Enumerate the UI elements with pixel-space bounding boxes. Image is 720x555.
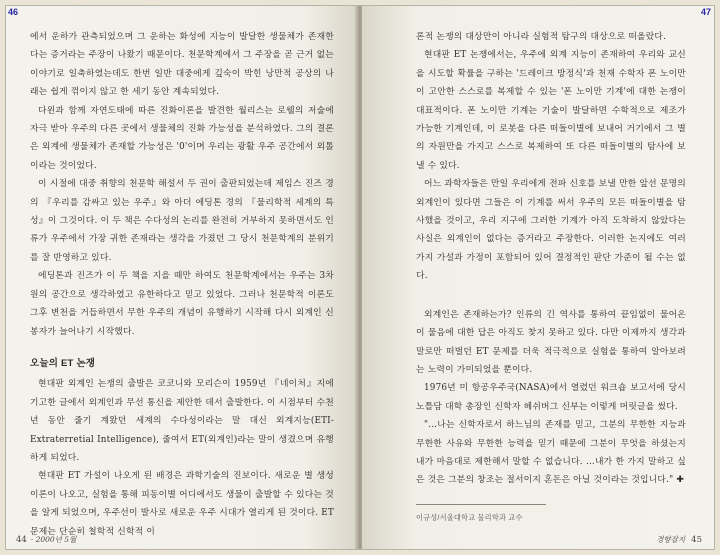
right-paragraph: 1976년 미 항공우주국(NASA)에서 열렸던 워크숍 보고서에 당시 노틀담 대학 총장인 신학자 헤쉬버그 신부는 이렇게 머릿글을 썼다. bbox=[416, 383, 686, 412]
book-spread bbox=[6, 6, 714, 549]
right-paragraph: 어느 과학자들은 만일 우리에게 전파 신호를 보낼 만한 앞선 문명의 외계인이 있다면 그들은 이 기계를 써서 우주의 모든 떠돌이별을 탐사했을 것이고, 우리 지구에 그러한 기계가 아직 도착하지 않았다는 사실은 외계인이 없다는 증거라고 주장한다. 이러한 논지에도 여러 가지 가설과 가정이 포함되어 있어 결정적인 판단 가준이 될 수는 없다. bbox=[416, 179, 686, 282]
left-paragraph: 에서 운하가 관측되었으며 그 운하는 화성에 지능이 발달한 생물체가 존재한다는 증거라는 주장이 나왔기 때문이다. 천문학계에서 그 주장을 곧 근거 없는 이야기로 일축하였는데도 한번 일반 대중에게 깊숙이 박힌 낭만적 공상의 나래는 쉽게 꺾이지 않고 한 세기 동안 계속되었다. bbox=[30, 32, 334, 98]
section-heading: 오늘의 ET 논쟁 bbox=[30, 357, 96, 369]
right-text-column bbox=[416, 28, 686, 527]
right-footer bbox=[656, 534, 702, 545]
right-footer-magazine: 경향잡지 bbox=[656, 535, 686, 544]
right-paragraph: 현대판 ET 논쟁에서는, 우주에 외계 지능이 존재하여 우리와 교신을 시도할 확률을 구하는 '드레이크 방정식'과 천재 수학자 폰 노이만이 고안한 스스로를 복제할 수 있는 '폰 노이만 기계'에 대한 논쟁이 대표적이다. 폰 노이만 기계는 기술이 발달하면 수학적으로 제조가 가능한 기계인데, 이 로봇을 다른 떠돌이별에 보내어 거기에서 그 별의 자원만을 가지고 스스로 복제하여 또 다른 떠돌이별의 탐사에 보낼 수 있다. bbox=[416, 50, 686, 171]
author-credit: 이규성/서울대학교 물리학과 교수 bbox=[416, 504, 546, 527]
right-page-number: 45 bbox=[691, 535, 702, 545]
right-page bbox=[362, 6, 714, 549]
left-footer bbox=[16, 534, 76, 545]
left-page-number: 44 bbox=[16, 535, 27, 545]
left-paragraph: 에딩톤과 진즈가 이 두 책을 지을 때만 하여도 천문학계에서는 우주는 3차원의 공간으로 생각하였고 유한하다고 믿고 있었다. 그러나 천문학적 이론도 그후 변천을 거듭하면서 무한 우주의 개념이 유행하기 시작해 다시 외계인 신봉자가 늘어나기 시작했다. bbox=[30, 271, 334, 337]
left-paragraph: 다윈과 함께 자연도태에 따른 진화이론을 발견한 월리스는 로웰의 저술에 자극 받아 우주의 다른 곳에서 생물체의 진화 가능성을 분석하였다. 그의 결론은 외계에 생물체가 존재할 가능성은 '0'이며 우리는 광활 우주 공간에서 외톨이라는 것이었다. bbox=[30, 105, 334, 171]
left-corner-number: 46 bbox=[8, 7, 19, 17]
left-footer-issue: · 2000년 5월 bbox=[30, 535, 77, 544]
left-paragraph: 이 시절에 대중 취향의 천문학 해설서 두 권이 출판되었는데 제임스 진즈 경의 『우리를 감싸고 있는 우주』와 아더 에딩톤 경의 『물리학적 세계의 특성』이 그것이다. 이 두 책은 수다성의 논리를 완전히 거부하지 못하면서도 인류가 우주에서 가장 귀한 존재라는 생각을 가졌던 그 당시 천문학계의 분위기를 잘 반영하고 있다. bbox=[30, 179, 334, 263]
right-corner-number: 47 bbox=[700, 7, 711, 17]
left-page bbox=[6, 6, 358, 549]
right-paragraph: 론적 논쟁의 대상만이 아니라 실험적 탐구의 대상으로 떠올랐다. bbox=[416, 32, 667, 42]
left-paragraph: 현대판 외계인 논쟁의 출발은 코코니와 모리슨이 1959년 『네이처』지에 기고한 글에서 외계인과 무선 통신을 제안한 데서 출발한다. 이 시점부터 수천 년 동안 줄기 계왔던 세계의 수다성이라는 말 대신 외계지능(ETI-Extraterretial Intelligence), 줄여서 ET(외계인)라는 말이 생겼으며 유행하게 되었다. bbox=[30, 379, 334, 463]
left-text-column bbox=[30, 28, 334, 541]
right-paragraph: 외계인은 존재하는가? 인류의 긴 역사를 통하여 끝임없이 물어온 이 물음에 대한 답은 아직도 찾지 못하고 있다. 다만 이제까지 생각과 말로만 떠벌던 ET 문제를 더욱 적극적으로 실험을 통하여 알아보려는 노력이 가미되었을 뿐이다. bbox=[416, 309, 686, 375]
left-paragraph: 현대판 ET 가설이 나오게 된 배경은 과학기술의 진보이다. 새로운 별 생성 이론이 나오고, 실험을 통해 피동이별 어디에서도 생물이 출발할 수 있다는 것을 알게 되었으며, 우주선이 발사로 새로운 우주 시대가 열리게 된 것이다. ET 문제는 단순히 철학적 신학적 이 bbox=[30, 471, 334, 537]
quote-paragraph bbox=[416, 416, 686, 490]
quote-text: "…나는 신학자로서 하느님의 존재를 믿고, 그분의 무한한 지능과 무한한 사유와 무한한 능력을 믿기 때문에 그분이 무엇을 하셨는지 내가 마음대로 제한해서 말할 수 없습니다. …내가 한 가지 말하고 싶은 것은 그분의 창조는 절서이지 혼돈은 아닐 것이라는 것입니다." bbox=[416, 420, 686, 486]
end-mark-icon: ✚ bbox=[676, 475, 685, 486]
